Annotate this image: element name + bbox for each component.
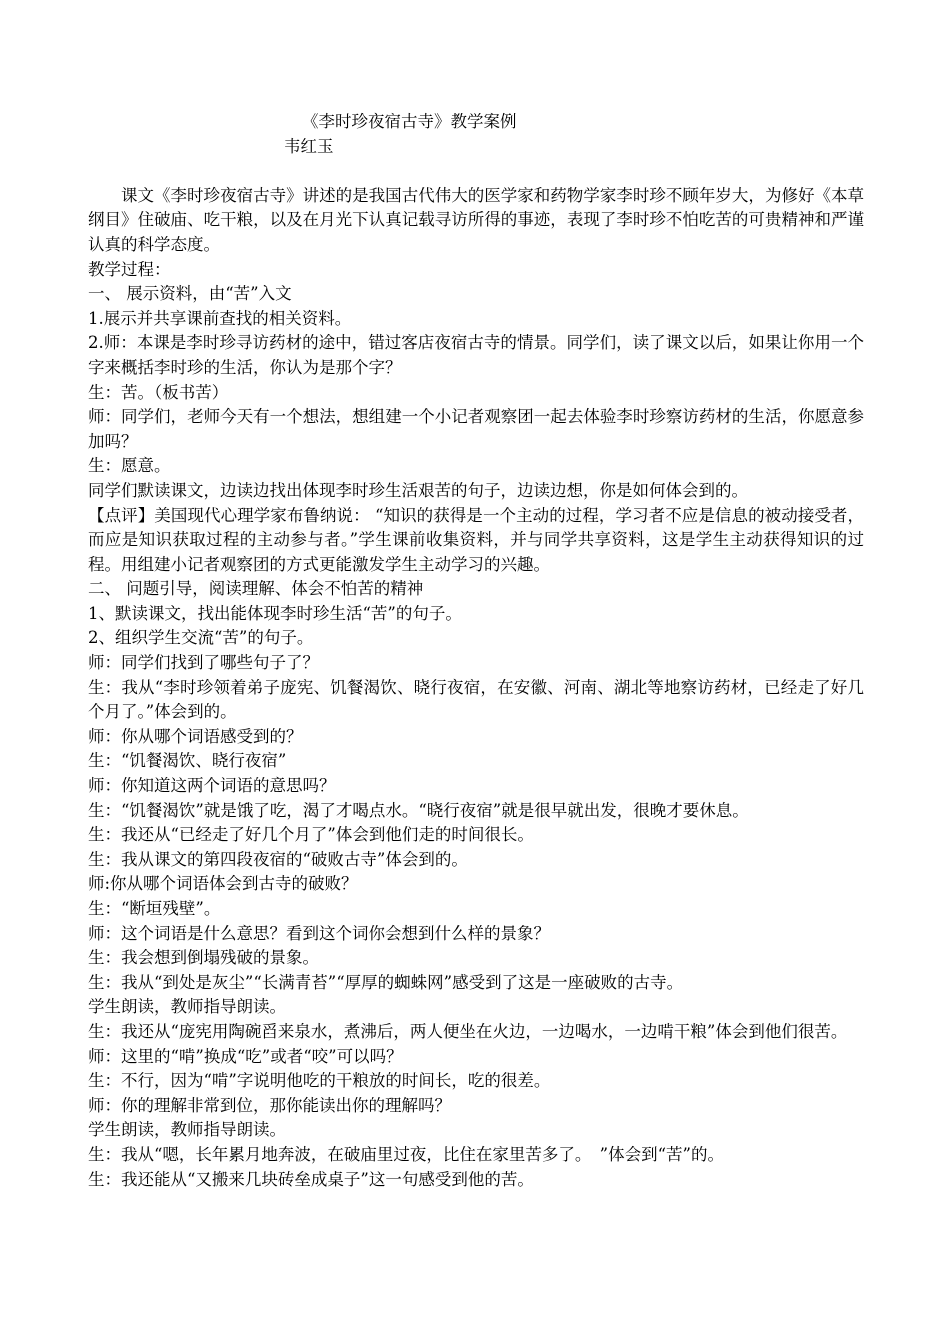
blank-line xyxy=(88,159,864,184)
paragraph: 生：“断垣残壁”。 xyxy=(88,899,221,918)
paragraph: 2、组织学生交流“苦”的句子。 xyxy=(88,628,314,648)
paragraph: 师:你从哪个词语体会到古寺的破败？ xyxy=(88,874,358,894)
paragraph: 生：我从课文的第四段夜宿的“破败古寺”体会到的。 xyxy=(88,849,468,869)
paragraph: 学生朗读，教师指导朗读。 xyxy=(88,997,286,1017)
paragraph: 生：“饥餐渴饮”就是饿了吃，渴了才喝点水。“晓行夜宿”就是很早就出发，很晚才要休息。 xyxy=(88,800,749,820)
paragraph: 生：苦。（板书苦） xyxy=(88,382,229,402)
document-title: 《李时珍夜宿古寺》教学案例 xyxy=(302,112,517,131)
paragraph: 二、 问题引导，阅读理解、体会不怕苦的精神 xyxy=(88,579,424,599)
paragraph: 生：我从“嗯，长年累月地奔波，在破庙里过夜，比住在家里苦多了。 ”体会到“苦”的。 xyxy=(88,1144,724,1164)
paragraph: 生：我还从“庞宪用陶碗舀来泉水，煮沸后，两人便坐在火边，一边喝水，一边啃干粮”体会到他们很苦。 xyxy=(88,1021,848,1041)
paragraph: 生：我会想到倒塌残破的景象。 xyxy=(88,948,319,968)
paragraph: 生：愿意。 xyxy=(88,456,171,476)
paragraph: 师：同学们找到了哪些句子了？ xyxy=(88,653,319,673)
paragraph: 学生朗读，教师指导朗读。 xyxy=(88,1120,286,1140)
document-page xyxy=(88,110,864,1192)
paragraph: 生：我还能从“又搬来几块砖垒成桌子”这一句感受到他的苦。 xyxy=(88,1169,534,1189)
paragraph: 生：我还从“已经走了好几个月了”体会到他们走的时间很长。 xyxy=(88,825,534,845)
paragraph: 【点评】美国现代心理学家布鲁纳说： “知识的获得是一个主动的过程，学习者不应是信息的被动接受者，而应是知识获取过程的主动参与者。”学生课前收集资料，并与同学共享资料，这是学生主动获得知识的过程。用组建小记者观察团的方式更能激发学生主动学习的兴趣。 xyxy=(88,505,864,574)
paragraph: 师：这里的“啃”换成“吃”或者“咬”可以吗？ xyxy=(88,1046,403,1066)
paragraph: 生：“饥餐渴饮、晓行夜宿” xyxy=(88,751,287,771)
paragraph: 生：我从“到处是灰尘”“长满青苔”“厚厚的蜘蛛网”感受到了这是一座破败的古寺。 xyxy=(88,972,684,992)
paragraph: 师：你从哪个词语感受到的？ xyxy=(88,726,303,746)
paragraph: 教学过程： xyxy=(88,259,171,279)
paragraph: 课文《李时珍夜宿古寺》讲述的是我国古代伟大的医学家和药物学家李时珍不顾年岁大，为修好《本草纲目》住破庙、吃干粮，以及在月光下认真记载寻访所得的事迹，表现了李时珍不怕吃苦的可贵精神和严谨认真的科学态度。 xyxy=(88,185,864,254)
paragraph: 师：你的理解非常到位，那你能读出你的理解吗？ xyxy=(88,1095,451,1115)
paragraph: 同学们默读课文，边读边找出体现李时珍生活艰苦的句子，边读边想，你是如何体会到的。 xyxy=(88,480,748,500)
paragraph: 1.展示并共享课前查找的相关资料。 xyxy=(88,308,352,328)
paragraph: 师：你知道这两个词语的意思吗？ xyxy=(88,776,336,796)
document-body xyxy=(88,184,864,1192)
paragraph: 师：这个词语是什么意思？看到这个词你会想到什么样的景象？ xyxy=(88,923,550,943)
paragraph: 生：不行，因为“啃”字说明他吃的干粮放的时间长，吃的很差。 xyxy=(88,1071,551,1091)
author-name: 韦红玉 xyxy=(284,136,334,156)
paragraph: 师：同学们，老师今天有一个想法，想组建一个小记者观察团一起去体验李时珍察访药材的生活，你愿意参加吗？ xyxy=(88,407,864,451)
paragraph: 生：我从“李时珍领着弟子庞宪、饥餐渴饮、晓行夜宿，在安徽、河南、湖北等地察访药材，已经走了好几个月了。”体会到的。 xyxy=(88,677,864,722)
paragraph: 1、默读课文，找出能体现李时珍生活“苦”的句子。 xyxy=(88,603,462,623)
paragraph: 一、 展示资料，由“苦”入文 xyxy=(88,284,292,304)
paragraph: 2.师：本课是李时珍寻访药材的途中，错过客店夜宿古寺的情景。同学们，读了课文以后，如果让你用一个字来概括李时珍的生活，你认为是那个字？ xyxy=(88,333,864,377)
